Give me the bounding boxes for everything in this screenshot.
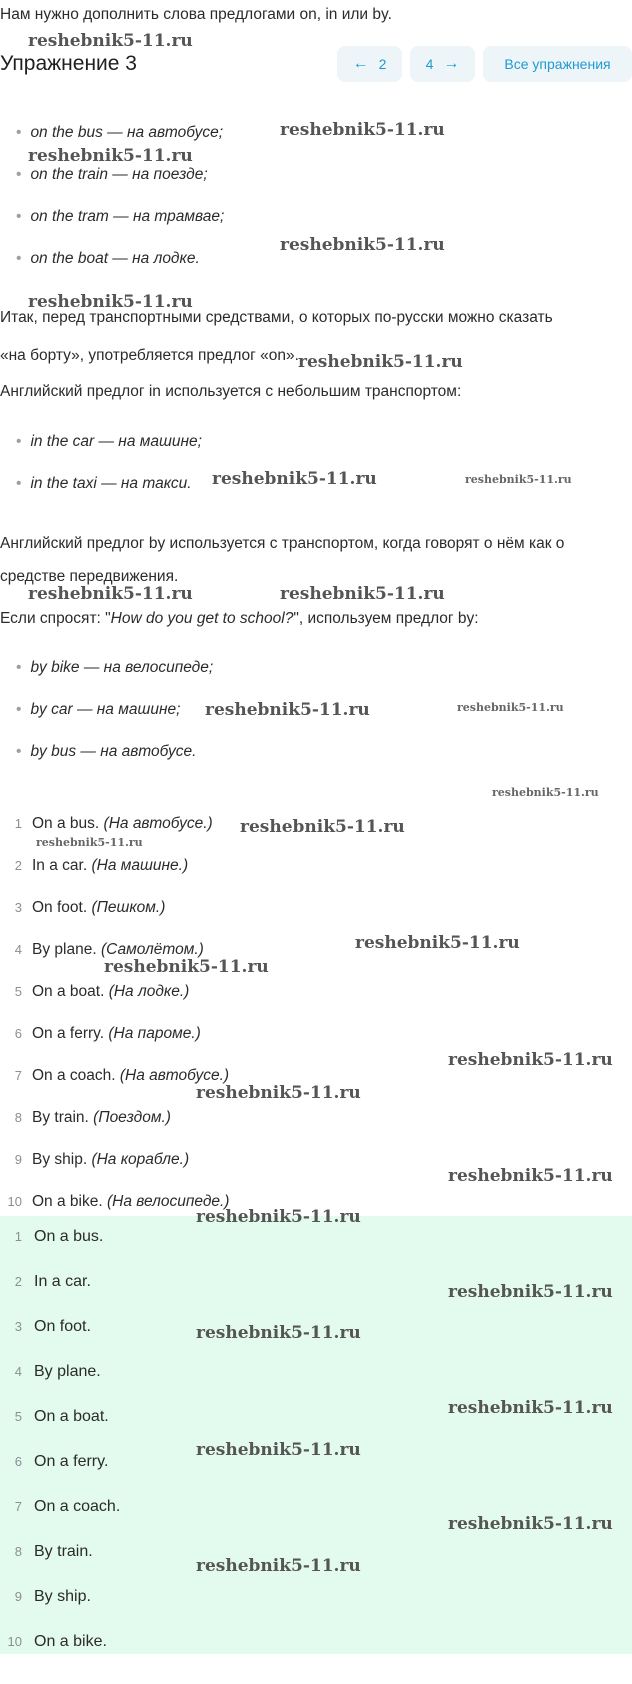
question-text: How do you get to school? [110,610,294,627]
answer-row: 2 In a car. [14,1273,91,1290]
answer-row: 7 On a coach. [14,1498,121,1515]
list-item: • in the taxi — на такси. [16,475,192,492]
paragraph: Если спросят: "How do you get to school?", используем предлог by: [0,610,479,627]
watermark: reshebnik5-11.ru [457,701,564,714]
paragraph: средстве передвижения. [0,568,179,585]
watermark: reshebnik5-11.ru [36,836,143,849]
bullet-icon: • [16,701,22,718]
list-item: • by bus — на автобусе. [16,743,197,760]
paragraph: Английский предлог in используется с небольшим транспортом: [0,383,462,400]
bullet-icon: • [16,433,22,450]
watermark: reshebnik5-11.ru [298,352,463,372]
watermark: reshebnik5-11.ru [196,1207,361,1227]
answer-row: 5 On a boat. [14,1408,109,1425]
intro-text: Нам нужно дополнить слова предлогами on, in или by. [0,6,392,23]
watermark: reshebnik5-11.ru [196,1083,361,1103]
watermark: reshebnik5-11.ru [28,146,193,166]
all-exercises-label: Все упражнения [504,56,611,72]
list-item: • on the train — на поезде; [16,166,208,183]
answer-row: 10 On a bike. (На велосипеде.) [7,1193,230,1210]
answer-row: 8 By train. (Поездом.) [14,1109,171,1126]
answer-row: 8 By train. [14,1543,93,1560]
answer-row: 7 On a coach. (На автобусе.) [14,1067,230,1084]
next-exercise-label: 4 [425,56,434,72]
watermark: reshebnik5-11.ru [28,31,193,51]
watermark: reshebnik5-11.ru [492,786,599,799]
list-item: • by car — на машине; [16,701,181,718]
answer-row: 1 On a bus. [14,1228,104,1245]
answer-row: 1 On a bus. (На автобусе.) [14,815,213,832]
answer-row: 5 On a boat. (На лодке.) [14,983,190,1000]
answer-row: 10 On a bike. [7,1633,107,1650]
all-exercises-button[interactable] [483,46,632,82]
list-item: • on the bus — на автобусе; [16,124,224,141]
watermark: reshebnik5-11.ru [280,235,445,255]
watermark: reshebnik5-11.ru [196,1440,361,1460]
watermark: reshebnik5-11.ru [280,120,445,140]
list-item: • on the boat — на лодке. [16,250,200,267]
watermark: reshebnik5-11.ru [240,817,405,837]
answer-row: 4 By plane. [14,1363,101,1380]
list-item: • in the car — на машине; [16,433,202,450]
bullet-icon: • [16,124,22,141]
answer-row: 9 By ship. (На корабле.) [14,1151,190,1168]
list-item: • by bike — на велосипеде; [16,659,214,676]
arrow-right-icon: → [443,55,460,72]
answer-row: 2 In a car. (На машине.) [14,857,189,874]
answer-row: 4 By plane. (Самолётом.) [14,941,204,958]
paragraph: Итак, перед транспортными средствами, о которых по-русски можно сказать [0,309,553,326]
answer-row: 3 On foot. (Пешком.) [14,899,166,916]
watermark: reshebnik5-11.ru [28,584,193,604]
prev-exercise-label: 2 [378,56,387,72]
watermark: reshebnik5-11.ru [212,469,377,489]
next-exercise-button[interactable] [410,46,475,82]
watermark: reshebnik5-11.ru [448,1514,613,1534]
answer-row: 9 By ship. [14,1588,91,1605]
watermark: reshebnik5-11.ru [205,700,370,720]
bullet-icon: • [16,208,22,225]
bullet-icon: • [16,166,22,183]
bullet-icon: • [16,659,22,676]
arrow-left-icon: ← [352,55,369,72]
bullet-icon: • [16,475,22,492]
watermark: reshebnik5-11.ru [355,933,520,953]
bullet-icon: • [16,250,22,267]
watermark: reshebnik5-11.ru [196,1556,361,1576]
watermark: reshebnik5-11.ru [448,1166,613,1186]
watermark: reshebnik5-11.ru [448,1398,613,1418]
watermark: reshebnik5-11.ru [280,584,445,604]
list-item: • on the tram — на трамвае; [16,208,225,225]
paragraph: Английский предлог by используется с транспортом, когда говорят о нём как о [0,535,565,552]
prev-exercise-button[interactable] [337,46,402,82]
answer-row: 6 On a ferry. [14,1453,109,1470]
watermark: reshebnik5-11.ru [448,1050,613,1070]
answer-row: 6 On a ferry. (На пароме.) [14,1025,201,1042]
exercise-title: Упражнение 3 [0,52,137,75]
watermark: reshebnik5-11.ru [28,292,193,312]
watermark: reshebnik5-11.ru [448,1282,613,1302]
bullet-icon: • [16,743,22,760]
answer-row: 3 On foot. [14,1318,91,1335]
watermark: reshebnik5-11.ru [104,957,269,977]
watermark: reshebnik5-11.ru [465,473,572,486]
watermark: reshebnik5-11.ru [196,1323,361,1343]
paragraph: «на борту», употребляется предлог «on». [0,347,299,364]
